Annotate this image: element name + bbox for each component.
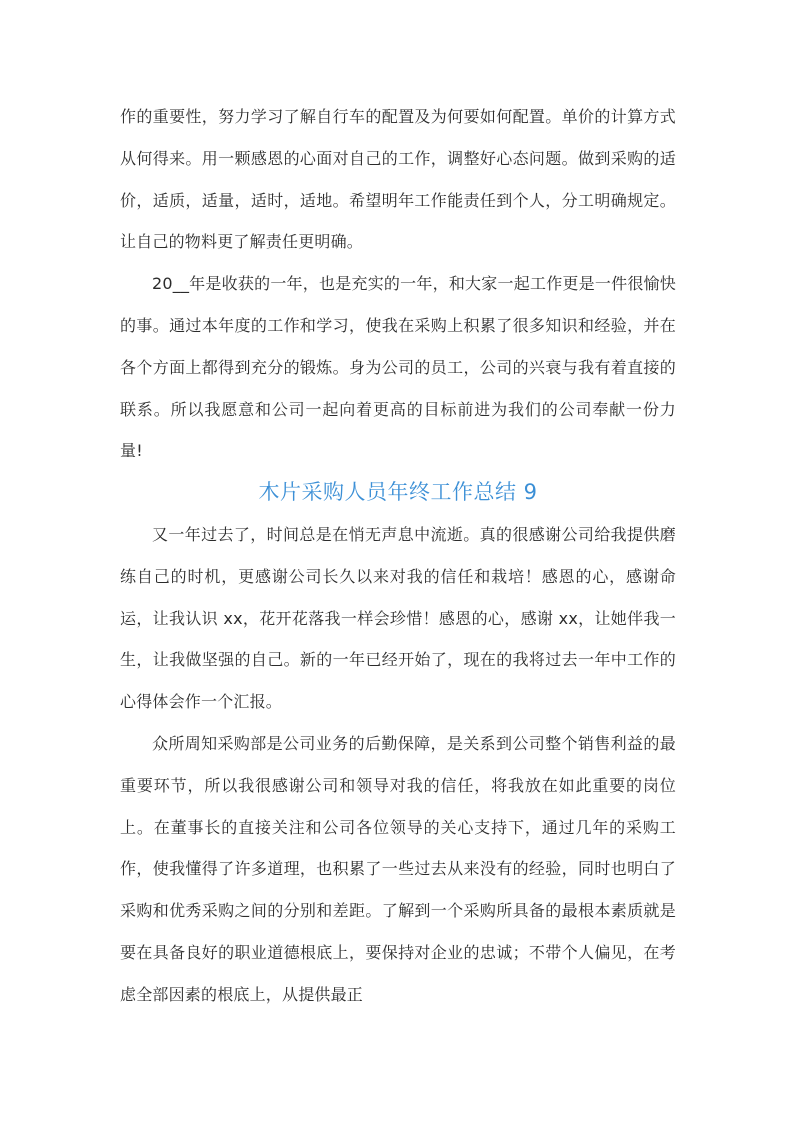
- body-paragraph: 20__年是收获的一年，也是充实的一年，和大家一起工作更是一件很愉快的事。通过本年度的工作和学习，使我在采购上积累了很多知识和经验，并在各个方面上都得到充分的锻炼。身为公司的员工，公司的兴衰与我有着直接的联系。所以我愿意和公司一起向着更高的目标前进为我们的公司奉献一份力量!: [120, 274, 676, 461]
- continued-paragraph: 作的重要性，努力学习了解自行车的配置及为何要如何配置。单价的计算方式从何得来。用一颗感恩的心面对自己的工作，调整好心态问题。做到采购的适价，适质，适量，适时，适地。希望明年工作能责任到个人，分工明确规定。让自己的物料更了解责任更明确。: [120, 107, 676, 252]
- body-paragraph: 又一年过去了，时间总是在悄无声息中流逝。真的很感谢公司给我提供磨练自己的时机，更感谢公司长久以来对我的信任和栽培！感恩的心，感谢命运，让我认识 xx，花开花落我一样会珍惜！感恩的心，感谢 xx，让她伴我一生，让我做坚强的自己。新的一年已经开始了，现在的我将过去一年中工作的心得体会作一个汇报。: [120, 524, 676, 712]
- document-page: [120, 96, 676, 1016]
- body-paragraph: 众所周知采购部是公司业务的后勤保障，是关系到公司整个销售利益的最重要环节，所以我很感谢公司和领导对我的信任，将我放在如此重要的岗位上。在董事长的直接关注和公司各位领导的关心支持下，通过几年的采购工作，使我懂得了许多道理，也积累了一些过去从来没有的经验，同时也明白了采购和优秀采购之间的分别和差距。了解到一个采购所具备的最根本素质就是要在具备良好的职业道德根底上，要保持对企业的忠诚；不带个人偏见，在考虑全部因素的根底上，从提供最正: [120, 733, 676, 1004]
- section-heading: 木片采购人员年终工作总结 9: [258, 480, 538, 505]
